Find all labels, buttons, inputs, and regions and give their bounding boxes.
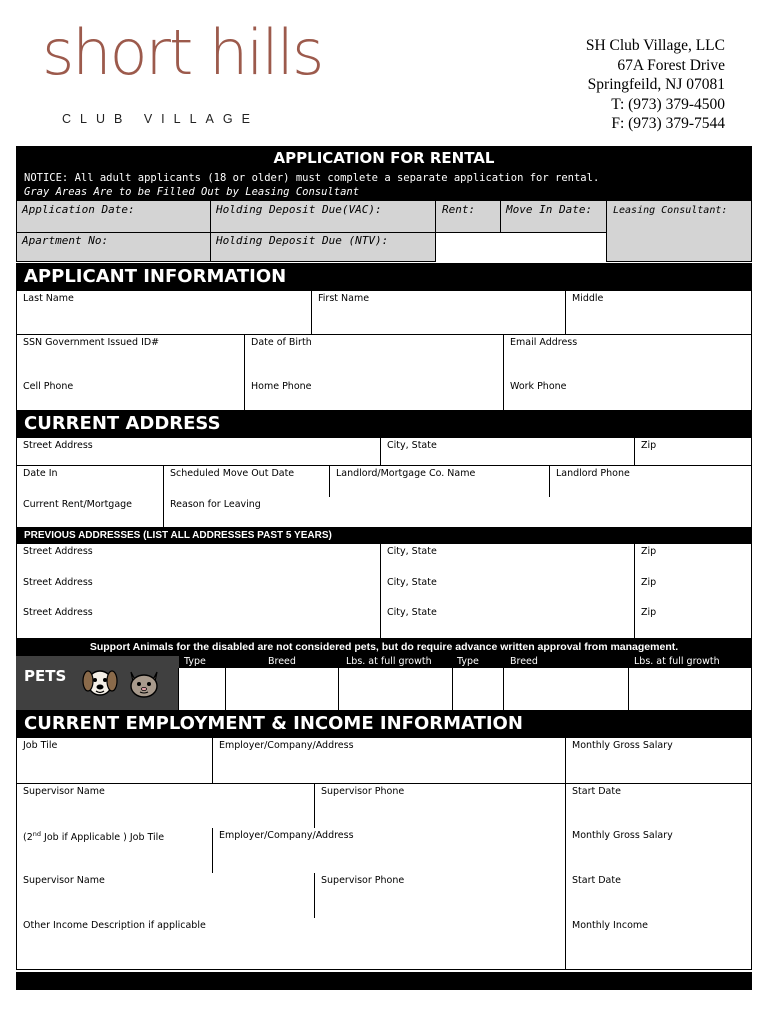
prev-street-label: Street Address	[23, 577, 93, 588]
pet-lbs-field-2[interactable]	[628, 668, 752, 712]
prev-city-field-2[interactable]	[380, 575, 635, 606]
last-name-label: Last Name	[23, 293, 74, 304]
supervisor-phone-label: Supervisor Phone	[321, 786, 405, 797]
notice-text: NOTICE: All adult applicants (18 or older) must complete a separate application for rental.	[24, 172, 600, 184]
home-phone-label: Home Phone	[251, 381, 312, 392]
company-info	[586, 36, 725, 134]
job-title-label: Job Tile	[23, 740, 58, 751]
pet-breed-header-2: Breed	[510, 656, 538, 667]
pet-lbs-header-2: Lbs. at full growth	[634, 656, 720, 667]
applicant-section-header: APPLICANT INFORMATION	[16, 263, 752, 291]
notice-subtext: Gray Areas Are to be Filled Out by Leasing Consultant	[24, 186, 360, 198]
form-footer-bar	[16, 972, 752, 990]
previous-addresses-header: PREVIOUS ADDRESSES (LIST ALL ADDRESSES PAST 5 YEARS)	[16, 528, 752, 544]
email-field[interactable]	[503, 334, 752, 380]
street-address-field[interactable]	[16, 438, 381, 466]
monthly-salary2-label: Monthly Gross Salary	[572, 830, 673, 841]
monthly-income-field[interactable]	[565, 918, 752, 970]
cat-face-icon	[124, 662, 164, 702]
zip-label: Zip	[641, 440, 657, 451]
move-in-date-label: Move In Date:	[506, 203, 593, 216]
start-date-label: Start Date	[572, 786, 621, 797]
employer-label: Employer/Company/Address	[219, 740, 354, 751]
pet-breed-field-2[interactable]	[503, 668, 629, 712]
middle-name-label: Middle	[572, 293, 604, 304]
start-date2-label: Start Date	[572, 875, 621, 886]
employer-field[interactable]	[212, 738, 566, 784]
job2-superscript: nd	[32, 830, 42, 838]
apartment-no-label: Apartment No:	[22, 234, 109, 247]
other-income-field[interactable]	[16, 918, 566, 970]
date-in-label: Date In	[23, 468, 58, 479]
landlord-phone-label: Landlord Phone	[556, 468, 630, 479]
job2-title-label	[23, 830, 164, 843]
company-phone: T: (973) 379-4500	[611, 95, 725, 113]
rental-application-form	[16, 146, 752, 990]
company-address-line2: Springfeild, NJ 07081	[587, 76, 725, 93]
supervisor2-phone-field[interactable]	[314, 873, 566, 919]
prev-street-field-1[interactable]	[16, 544, 381, 576]
last-name-field[interactable]	[16, 291, 312, 335]
prev-city-field-1[interactable]	[380, 544, 635, 576]
monthly-salary2-field[interactable]	[565, 828, 752, 874]
pet-lbs-header-1: Lbs. at full growth	[346, 656, 432, 667]
dog-face-icon	[80, 662, 120, 702]
employer2-label: Employer/Company/Address	[219, 830, 354, 841]
pet-type-header-1: Type	[184, 656, 206, 667]
support-animals-notice: Support Animals for the disabled are not considered pets, but do require advance written approval from management.	[16, 639, 752, 656]
zip-field[interactable]	[634, 438, 752, 466]
middle-name-field[interactable]	[565, 291, 752, 335]
deposit-ntv-label: Holding Deposit Due (NTV):	[216, 234, 389, 247]
prev-zip-field-2[interactable]	[634, 575, 752, 606]
rent-label: Rent:	[442, 203, 476, 216]
prev-zip-label: Zip	[641, 546, 657, 557]
landlord-name-field[interactable]	[329, 465, 550, 498]
job2-suffix: Job if Applicable ) Job Tile	[41, 832, 165, 844]
prev-street-label: Street Address	[23, 546, 93, 557]
supervisor2-name-label: Supervisor Name	[23, 875, 105, 886]
prev-street-label: Street Address	[23, 607, 93, 618]
city-state-label: City, State	[387, 440, 437, 451]
application-date-label: Application Date:	[22, 203, 135, 216]
landlord-phone-field[interactable]	[549, 465, 752, 498]
cell-phone-field[interactable]	[16, 379, 245, 412]
pet-breed-header-1: Breed	[268, 656, 296, 667]
email-label: Email Address	[510, 337, 578, 348]
pets-label: PETS	[24, 667, 67, 685]
pet-type-field-1[interactable]	[178, 668, 226, 712]
work-phone-label: Work Phone	[510, 381, 567, 392]
work-phone-field[interactable]	[503, 379, 752, 412]
dob-label: Date of Birth	[251, 337, 312, 348]
first-name-label: First Name	[318, 293, 370, 304]
pet-lbs-field-1[interactable]	[338, 668, 453, 712]
ssn-label: SSN Government Issued ID#	[23, 337, 160, 348]
prev-city-label: City, State	[387, 577, 437, 588]
prev-city-field-3[interactable]	[380, 605, 635, 639]
company-address-line1: 67A Forest Drive	[617, 56, 725, 74]
current-address-section-header: CURRENT ADDRESS	[16, 410, 752, 438]
prev-street-field-2[interactable]	[16, 575, 381, 606]
prev-city-label: City, State	[387, 546, 437, 557]
monthly-income-label: Monthly Income	[572, 920, 649, 931]
current-rent-label: Current Rent/Mortgage	[23, 499, 133, 510]
company-name: SH Club Village, LLC	[585, 37, 725, 54]
ssn-field[interactable]	[16, 334, 245, 380]
brand-tagline: CLUB VILLAGE	[62, 112, 259, 126]
cell-phone-label: Cell Phone	[23, 381, 74, 392]
first-name-field[interactable]	[311, 291, 566, 335]
notice-box	[16, 170, 752, 200]
deposit-vac-label: Holding Deposit Due(VAC):	[216, 203, 382, 216]
date-in-field[interactable]	[16, 465, 164, 498]
employer2-field[interactable]	[212, 828, 566, 874]
reason-leaving-field[interactable]	[163, 497, 752, 528]
dob-field[interactable]	[244, 334, 504, 380]
pet-type-field-2[interactable]	[452, 668, 504, 712]
home-phone-field[interactable]	[244, 379, 504, 412]
landlord-name-label: Landlord/Mortgage Co. Name	[336, 468, 476, 479]
pet-breed-field-1[interactable]	[225, 668, 339, 712]
pets-label-box	[16, 656, 179, 712]
prev-zip-field-3[interactable]	[634, 605, 752, 639]
supervisor-phone-field[interactable]	[314, 783, 566, 829]
prev-city-label: City, State	[387, 607, 437, 618]
reason-leaving-label: Reason for Leaving	[170, 499, 261, 510]
supervisor2-phone-label: Supervisor Phone	[321, 875, 405, 886]
job-title-field[interactable]	[16, 738, 213, 784]
move-out-date-field[interactable]	[163, 465, 330, 498]
employment-section-header: CURRENT EMPLOYMENT & INCOME INFORMATION	[16, 710, 752, 738]
company-fax: F: (973) 379-7544	[611, 115, 725, 132]
start-date2-field[interactable]	[565, 873, 752, 919]
other-income-label: Other Income Description if applicable	[23, 920, 206, 931]
prev-street-field-3[interactable]	[16, 605, 381, 639]
pet-type-header-2: Type	[457, 656, 479, 667]
brand-logo: short hills	[42, 16, 323, 89]
street-address-label: Street Address	[23, 440, 93, 451]
monthly-salary-field[interactable]	[565, 738, 752, 784]
prev-zip-label: Zip	[641, 607, 657, 618]
monthly-salary-label: Monthly Gross Salary	[572, 740, 673, 751]
city-state-field[interactable]	[380, 438, 635, 466]
current-rent-field[interactable]	[16, 497, 164, 528]
leasing-consultant-label: Leasing Consultant:	[613, 205, 728, 216]
start-date-field[interactable]	[565, 783, 752, 829]
prev-zip-field-1[interactable]	[634, 544, 752, 576]
supervisor-name-label: Supervisor Name	[23, 786, 105, 797]
job2-title-field[interactable]	[16, 828, 213, 874]
move-out-date-label: Scheduled Move Out Date	[170, 468, 295, 479]
prev-zip-label: Zip	[641, 577, 657, 588]
supervisor2-name-field[interactable]	[16, 873, 315, 919]
job2-prefix: (2	[23, 832, 33, 844]
supervisor-name-field[interactable]	[16, 783, 315, 829]
form-title: APPLICATION FOR RENTAL	[16, 146, 752, 170]
